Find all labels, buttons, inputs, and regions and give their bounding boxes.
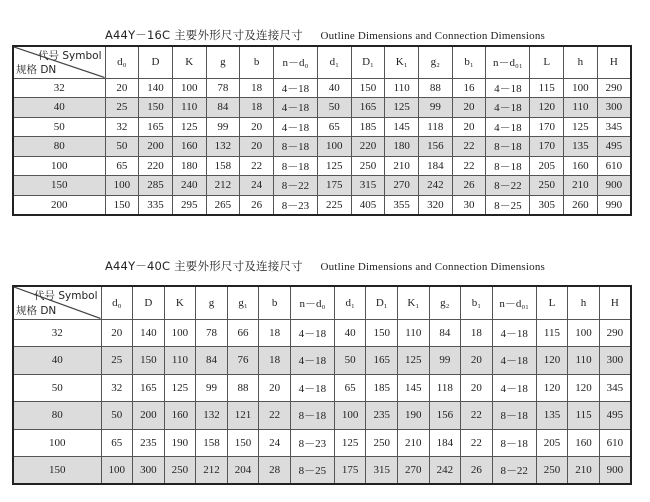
table-cell: 315 (366, 457, 398, 485)
table-cell: 28 (259, 457, 291, 485)
column-header: d₁ (317, 46, 351, 78)
table-row (13, 374, 631, 402)
table1-title (0, 27, 650, 43)
table-cell: 78 (206, 78, 240, 98)
table-cell: 355 (385, 195, 419, 215)
table-cell: 99 (206, 117, 240, 137)
dn-size-cell: 100 (13, 429, 101, 457)
table-cell: 100 (105, 176, 139, 196)
table-cell: 160 (568, 429, 600, 457)
table-cell: 295 (172, 195, 206, 215)
dn-size-cell: 50 (13, 374, 101, 402)
table-cell: 4－18 (492, 374, 536, 402)
table-cell: 20 (259, 374, 291, 402)
table-cell: 210 (568, 457, 600, 485)
table-cell: 265 (206, 195, 240, 215)
table-cell: 132 (196, 402, 228, 430)
column-header: K₁ (385, 46, 419, 78)
table1-dimensions (12, 45, 632, 216)
table-row (13, 176, 631, 196)
table-cell: 120 (536, 374, 568, 402)
table-cell: 300 (599, 347, 631, 375)
table-cell: 165 (133, 374, 165, 402)
table-cell: 100 (164, 319, 196, 347)
column-header: h (568, 286, 600, 319)
table-cell: 24 (240, 176, 274, 196)
table-cell: 610 (599, 429, 631, 457)
table-cell: 8－25 (290, 457, 334, 485)
table-cell: 8－23 (273, 195, 317, 215)
table-cell: 115 (536, 319, 568, 347)
table-cell: 8－18 (273, 137, 317, 157)
table1-corner-dn: 规格 DN (16, 63, 57, 76)
table-cell: 115 (530, 78, 564, 98)
table-cell: 20 (461, 374, 493, 402)
table-cell: 99 (429, 347, 461, 375)
table-cell: 84 (206, 98, 240, 118)
table-cell: 305 (530, 195, 564, 215)
table-cell: 110 (564, 98, 598, 118)
column-header: K₁ (398, 286, 430, 319)
table-cell: 8－18 (492, 429, 536, 457)
table-cell: 125 (334, 429, 366, 457)
table-cell: 20 (240, 137, 274, 157)
table-cell: 40 (317, 78, 351, 98)
table-cell: 160 (564, 156, 598, 176)
table-cell: 125 (385, 98, 419, 118)
column-header: g₂ (419, 46, 453, 78)
table-cell: 156 (429, 402, 461, 430)
dn-size-cell: 50 (13, 117, 105, 137)
table-cell: 65 (105, 156, 139, 176)
table-row (13, 457, 631, 485)
table2-title-en: Outline Dimensions and Connection Dimensions (320, 261, 546, 273)
column-header: d₀ (101, 286, 133, 319)
table2-corner-cell (13, 286, 101, 319)
table-cell: 22 (461, 402, 493, 430)
table-cell: 4－18 (486, 117, 530, 137)
table-cell: 4－18 (273, 78, 317, 98)
table-cell: 250 (366, 429, 398, 457)
table-cell: 4－18 (492, 347, 536, 375)
table-cell: 190 (398, 402, 430, 430)
column-header: b (240, 46, 274, 78)
table-cell: 120 (568, 374, 600, 402)
table1-title-cn: A44Y－16C 主要外形尺寸及连接尺寸 (104, 28, 303, 42)
table-cell: 8－18 (290, 402, 334, 430)
table-cell: 180 (172, 156, 206, 176)
table-cell: 204 (227, 457, 259, 485)
table-cell: 212 (196, 457, 228, 485)
column-header: b₁ (461, 286, 493, 319)
table-cell: 115 (568, 402, 600, 430)
table-cell: 150 (139, 98, 173, 118)
table-cell: 184 (419, 156, 453, 176)
table-cell: 290 (597, 78, 631, 98)
table-cell: 220 (139, 156, 173, 176)
table-cell: 242 (419, 176, 453, 196)
table-cell: 84 (429, 319, 461, 347)
table-cell: 165 (366, 347, 398, 375)
table-cell: 145 (385, 117, 419, 137)
table-cell: 20 (452, 117, 486, 137)
table-cell: 4－18 (290, 319, 334, 347)
table1-header-row (13, 46, 631, 78)
dn-size-cell: 100 (13, 156, 105, 176)
table-cell: 20 (452, 98, 486, 118)
column-header: d₀ (105, 46, 139, 78)
column-header: b (259, 286, 291, 319)
table-cell: 4－18 (290, 374, 334, 402)
table-cell: 4－18 (273, 98, 317, 118)
table-cell: 225 (317, 195, 351, 215)
column-header: D (133, 286, 165, 319)
table-cell: 118 (429, 374, 461, 402)
table-cell: 8－25 (486, 195, 530, 215)
table-cell: 24 (259, 429, 291, 457)
table1-corner-symbol: 代号 Symbol (38, 50, 102, 62)
table-cell: 900 (597, 176, 631, 196)
table-cell: 26 (461, 457, 493, 485)
table-cell: 100 (568, 319, 600, 347)
table-cell: 40 (334, 319, 366, 347)
table-cell: 156 (419, 137, 453, 157)
table-cell: 160 (164, 402, 196, 430)
table-cell: 145 (398, 374, 430, 402)
table-cell: 16 (452, 78, 486, 98)
table-cell: 118 (419, 117, 453, 137)
table-cell: 8－18 (492, 402, 536, 430)
table-cell: 320 (419, 195, 453, 215)
table-cell: 150 (351, 78, 385, 98)
table-cell: 210 (398, 429, 430, 457)
column-header: d₁ (334, 286, 366, 319)
table-cell: 18 (461, 319, 493, 347)
table-cell: 150 (366, 319, 398, 347)
column-header: g₁ (227, 286, 259, 319)
column-header: n－d₀ (290, 286, 334, 319)
table-cell: 50 (101, 402, 133, 430)
table-cell: 100 (564, 78, 598, 98)
table-cell: 110 (398, 319, 430, 347)
table-cell: 50 (317, 98, 351, 118)
table-cell: 205 (530, 156, 564, 176)
table-cell: 185 (366, 374, 398, 402)
table-cell: 125 (317, 156, 351, 176)
table-cell: 4－18 (492, 319, 536, 347)
column-header: g (206, 46, 240, 78)
column-header: D₁ (366, 286, 398, 319)
table-cell: 120 (536, 347, 568, 375)
table-cell: 240 (172, 176, 206, 196)
table-cell: 345 (599, 374, 631, 402)
table-cell: 121 (227, 402, 259, 430)
table-cell: 158 (196, 429, 228, 457)
table-cell: 180 (385, 137, 419, 157)
table-cell: 170 (530, 117, 564, 137)
table-cell: 300 (597, 98, 631, 118)
table-cell: 160 (172, 137, 206, 157)
table-cell: 26 (240, 195, 274, 215)
column-header: n－d₀₁ (492, 286, 536, 319)
table-cell: 100 (317, 137, 351, 157)
table-row (13, 78, 631, 98)
dn-size-cell: 32 (13, 78, 105, 98)
table-cell: 78 (196, 319, 228, 347)
table-cell: 125 (398, 347, 430, 375)
table-cell: 270 (398, 457, 430, 485)
table-cell: 300 (133, 457, 165, 485)
column-header: D₁ (351, 46, 385, 78)
table-row (13, 347, 631, 375)
table-cell: 242 (429, 457, 461, 485)
dn-size-cell: 32 (13, 319, 101, 347)
table-cell: 125 (564, 117, 598, 137)
dn-size-cell: 40 (13, 98, 105, 118)
column-header: n－d₀ (273, 46, 317, 78)
table-cell: 8－23 (290, 429, 334, 457)
table-cell: 65 (334, 374, 366, 402)
column-header: g₂ (429, 286, 461, 319)
table-cell: 100 (334, 402, 366, 430)
table-cell: 4－18 (290, 347, 334, 375)
table-cell: 290 (599, 319, 631, 347)
table-cell: 20 (101, 319, 133, 347)
table-cell: 18 (259, 347, 291, 375)
table2-corner-symbol: 代号 Symbol (34, 290, 98, 302)
table-row (13, 98, 631, 118)
table-cell: 260 (564, 195, 598, 215)
table-cell: 250 (530, 176, 564, 196)
table-cell: 270 (385, 176, 419, 196)
table2-corner-dn: 规格 DN (16, 304, 57, 317)
column-header: K (172, 46, 206, 78)
table-cell: 200 (133, 402, 165, 430)
table-cell: 8－18 (486, 156, 530, 176)
table-cell: 18 (240, 78, 274, 98)
table-cell: 32 (105, 117, 139, 137)
table1-body (13, 78, 631, 215)
table-cell: 405 (351, 195, 385, 215)
table1-title-en: Outline Dimensions and Connection Dimensions (320, 30, 546, 42)
table-cell: 18 (259, 319, 291, 347)
table-row (13, 117, 631, 137)
table-cell: 285 (139, 176, 173, 196)
table-cell: 205 (536, 429, 568, 457)
dn-size-cell: 150 (13, 176, 105, 196)
table-cell: 22 (452, 137, 486, 157)
dn-size-cell: 200 (13, 195, 105, 215)
column-header: g (196, 286, 228, 319)
table2-title (0, 258, 650, 274)
table-cell: 495 (597, 137, 631, 157)
table-cell: 4－18 (273, 117, 317, 137)
table-cell: 150 (227, 429, 259, 457)
table-cell: 20 (240, 117, 274, 137)
table-cell: 22 (452, 156, 486, 176)
column-header: L (530, 46, 564, 78)
table-cell: 170 (530, 137, 564, 157)
dn-size-cell: 80 (13, 402, 101, 430)
table-cell: 235 (133, 429, 165, 457)
table-cell: 140 (133, 319, 165, 347)
dn-size-cell: 150 (13, 457, 101, 485)
table-cell: 495 (599, 402, 631, 430)
table-cell: 150 (105, 195, 139, 215)
table-row (13, 137, 631, 157)
table-cell: 235 (366, 402, 398, 430)
table-cell: 200 (139, 137, 173, 157)
table-cell: 88 (227, 374, 259, 402)
table2-dimensions (12, 285, 632, 485)
table-cell: 22 (259, 402, 291, 430)
table-cell: 8－22 (492, 457, 536, 485)
table-cell: 50 (105, 137, 139, 157)
dn-size-cell: 80 (13, 137, 105, 157)
table-cell: 165 (351, 98, 385, 118)
table-cell: 150 (133, 347, 165, 375)
table-cell: 65 (101, 429, 133, 457)
table-cell: 125 (164, 374, 196, 402)
table-cell: 76 (227, 347, 259, 375)
table-cell: 158 (206, 156, 240, 176)
table-cell: 250 (536, 457, 568, 485)
table-cell: 990 (597, 195, 631, 215)
table-cell: 110 (385, 78, 419, 98)
table-cell: 185 (351, 117, 385, 137)
column-header: h (564, 46, 598, 78)
table-cell: 88 (419, 78, 453, 98)
table-cell: 65 (317, 117, 351, 137)
table-row (13, 429, 631, 457)
column-header: b₁ (452, 46, 486, 78)
table-cell: 110 (164, 347, 196, 375)
column-header: D (139, 46, 173, 78)
table-cell: 250 (351, 156, 385, 176)
column-header: L (536, 286, 568, 319)
table-cell: 99 (196, 374, 228, 402)
column-header: H (599, 286, 631, 319)
table-cell: 132 (206, 137, 240, 157)
table-cell: 110 (568, 347, 600, 375)
table-cell: 220 (351, 137, 385, 157)
table-cell: 120 (530, 98, 564, 118)
table-cell: 210 (564, 176, 598, 196)
table-row (13, 156, 631, 176)
table-cell: 20 (105, 78, 139, 98)
table-cell: 22 (240, 156, 274, 176)
table2-title-cn: A44Y－40C 主要外形尺寸及连接尺寸 (104, 259, 303, 273)
table-cell: 25 (105, 98, 139, 118)
table-cell: 175 (334, 457, 366, 485)
table-cell: 315 (351, 176, 385, 196)
table-cell: 110 (172, 98, 206, 118)
table-cell: 165 (139, 117, 173, 137)
table-cell: 30 (452, 195, 486, 215)
column-header: n－d₀₁ (486, 46, 530, 78)
table-cell: 8－18 (486, 137, 530, 157)
table-row (13, 402, 631, 430)
table-cell: 8－22 (486, 176, 530, 196)
table-cell: 100 (101, 457, 133, 485)
table-cell: 50 (334, 347, 366, 375)
table-cell: 212 (206, 176, 240, 196)
table-cell: 66 (227, 319, 259, 347)
dn-size-cell: 40 (13, 347, 101, 375)
table-cell: 184 (429, 429, 461, 457)
table-cell: 4－18 (486, 78, 530, 98)
table2-body (13, 319, 631, 484)
table-cell: 84 (196, 347, 228, 375)
column-header: H (597, 46, 631, 78)
table-cell: 250 (164, 457, 196, 485)
table-cell: 20 (461, 347, 493, 375)
table-cell: 610 (597, 156, 631, 176)
table-cell: 190 (164, 429, 196, 457)
column-header: K (164, 286, 196, 319)
table-row (13, 195, 631, 215)
table-cell: 175 (317, 176, 351, 196)
table-cell: 135 (564, 137, 598, 157)
table-cell: 345 (597, 117, 631, 137)
table-cell: 25 (101, 347, 133, 375)
table-cell: 26 (452, 176, 486, 196)
table-cell: 22 (461, 429, 493, 457)
table1-corner-cell (13, 46, 105, 78)
table-cell: 99 (419, 98, 453, 118)
table-cell: 135 (536, 402, 568, 430)
table-cell: 8－22 (273, 176, 317, 196)
table-cell: 4－18 (486, 98, 530, 118)
table-cell: 32 (101, 374, 133, 402)
table-cell: 335 (139, 195, 173, 215)
table-cell: 140 (139, 78, 173, 98)
table2-header-row (13, 286, 631, 319)
table-cell: 210 (385, 156, 419, 176)
table-cell: 125 (172, 117, 206, 137)
table-cell: 18 (240, 98, 274, 118)
table-row (13, 319, 631, 347)
table-cell: 900 (599, 457, 631, 485)
table-cell: 100 (172, 78, 206, 98)
table-cell: 8－18 (273, 156, 317, 176)
